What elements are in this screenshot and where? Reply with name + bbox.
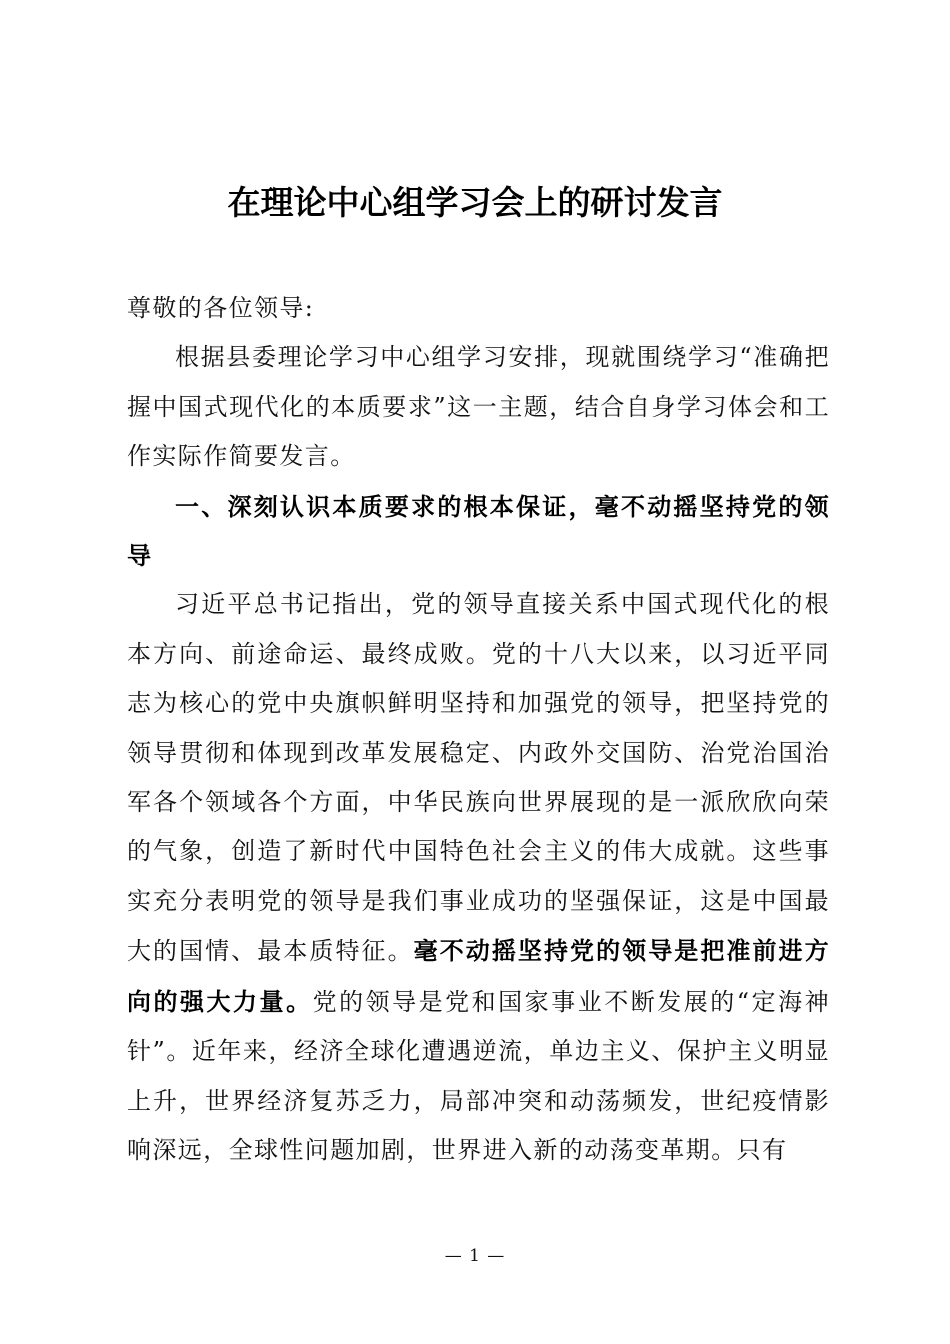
page-number: — 1 — [444, 1246, 506, 1266]
document-title: 在理论中心组学习会上的研讨发言 [227, 183, 723, 222]
intro-paragraph: 根据县委理论学习中心组学习安排，现就围绕学习“准确把握中国式现代化的本质要求”这一主题，结合自身学习体会和工作实际作简要发言。 [127, 343, 830, 471]
section-1-text-part-2: 党的领导是党和国家事业不断发展的“定海神针”。近年来，经济全球化遭遇逆流，单边主义、保护主义明显上升，世界经济复苏乏力，局部冲突和动荡频发，世纪疫情影响深远，全球性问题加剧，世界进入新的动荡变革期。只有 [127, 987, 830, 1164]
section-1-paragraph [127, 580, 830, 1175]
section-1-text-part-1: 习近平总书记指出，党的领导直接关系中国式现代化的根本方向、前途命运、最终成败。党的十八大以来，以习近平同志为核心的党中央旗帜鲜明坚持和加强党的领导，把坚持党的领导贯彻和体现到改革发展稳定、内政外交国防、治党治国治军各个领域各个方面，中华民族向世界展现的是一派欣欣向荣的气象，创造了新时代中国特色社会主义的伟大成就。这些事实充分表明党的领导是我们事业成功的坚强保证，这是中国最大的国情、最本质特征。 [127, 590, 830, 966]
salutation: 尊敬的各位领导: [127, 294, 315, 322]
document-body [127, 284, 830, 1175]
section-1-bold-sentence: 毫不动摇坚持党的领导是把准前进方向的强大力量。 [127, 936, 830, 1016]
section-1-heading: 一、深刻认识本质要求的根本保证，毫不动摇坚持党的领导 [127, 491, 830, 571]
